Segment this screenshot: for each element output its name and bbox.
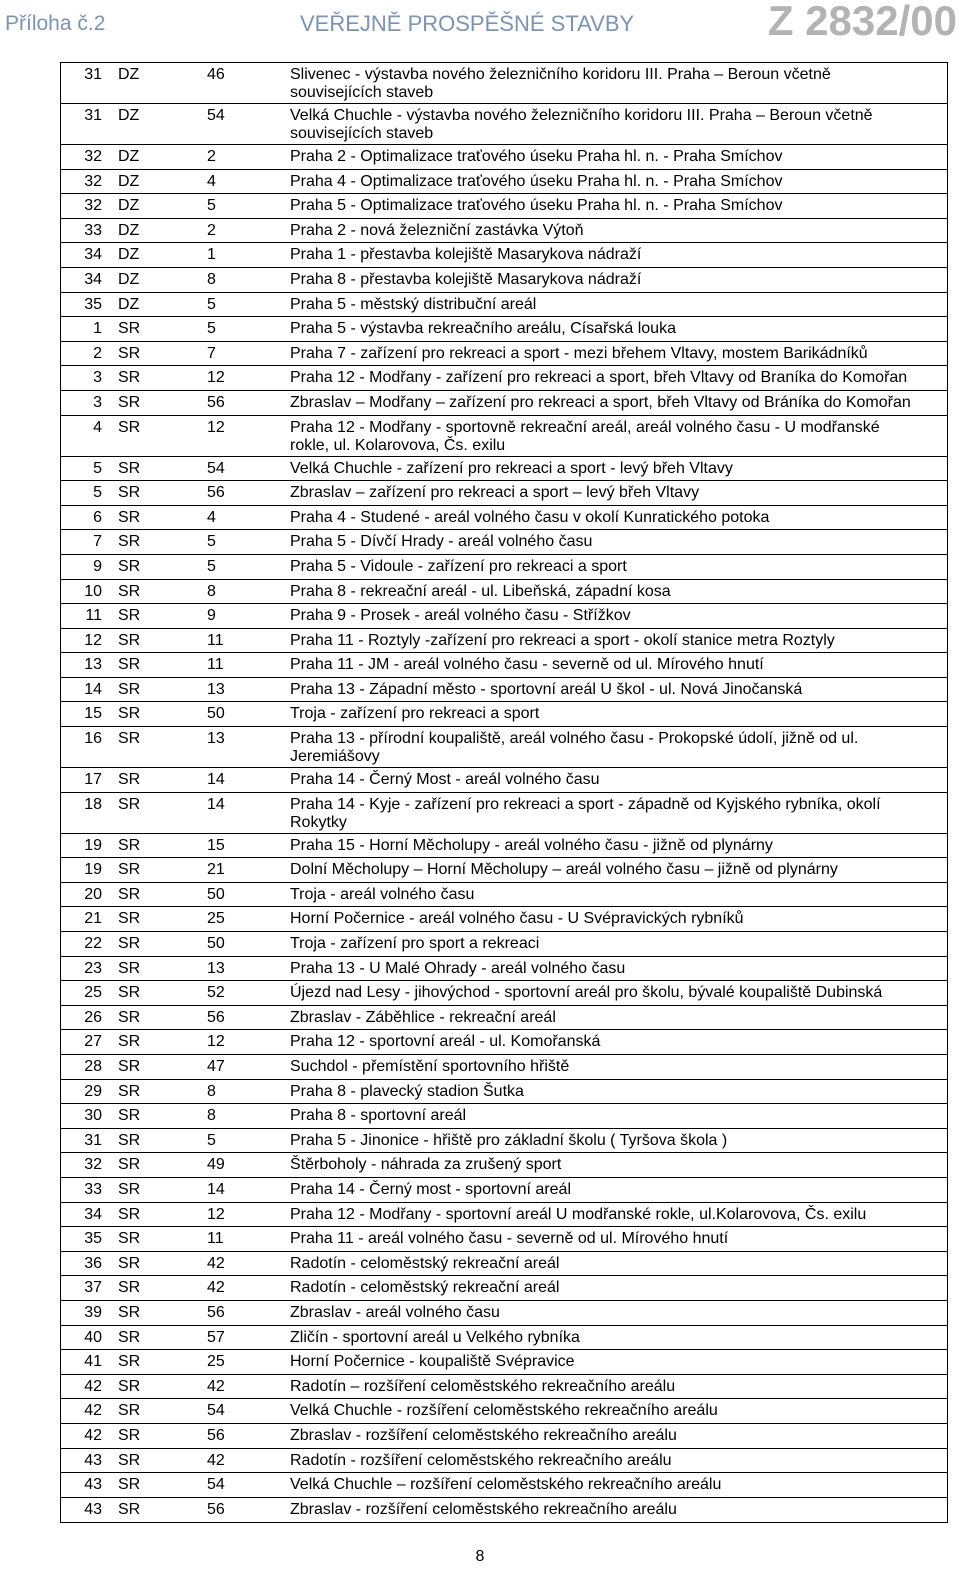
document-title: VEŘEJNĚ PROSPĚŠNÉ STAVBY: [300, 11, 635, 36]
row-type: SR: [118, 959, 141, 977]
table-row: [61, 1178, 947, 1203]
row-type: SR: [118, 320, 141, 338]
row-number: 32: [84, 172, 102, 190]
row-area: 56: [207, 1303, 225, 1321]
row-type: SR: [118, 344, 141, 362]
change-code: Z 2832/00: [767, 0, 957, 44]
row-description: Praha 12 - sportovní areál - ul. Komořanská: [290, 1033, 601, 1051]
row-description: Praha 9 - Prosek - areál volného času - Střížkov: [290, 607, 631, 625]
row-description: Praha 7 - zařízení pro rekreaci a sport - mezi břehem Vltavy, mostem Barikádníků: [290, 344, 868, 362]
table-row: [61, 416, 947, 457]
row-type: SR: [118, 730, 141, 748]
table-row: [61, 317, 947, 342]
table-row: [61, 1153, 947, 1178]
row-number: 35: [84, 1230, 102, 1248]
table-row: [61, 1375, 947, 1400]
row-type: SR: [118, 631, 141, 649]
row-number: 27: [84, 1033, 102, 1051]
table-row: [61, 194, 947, 219]
row-type: SR: [118, 1205, 141, 1223]
row-number: 18: [84, 795, 102, 813]
table-row: [61, 957, 947, 982]
row-number: 34: [84, 246, 102, 264]
table-row: [61, 1399, 947, 1424]
row-description: Újezd nad Lesy - jihovýchod - sportovní areál pro školu, bývalé koupaliště Dubinská: [290, 984, 883, 1002]
row-type: SR: [118, 680, 141, 698]
row-number: 43: [84, 1500, 102, 1518]
row-number: 42: [84, 1402, 102, 1420]
row-description: Troja - zařízení pro sport a rekreaci: [290, 935, 540, 953]
row-type: SR: [118, 705, 141, 723]
table-row: [61, 981, 947, 1006]
row-area: 54: [207, 459, 225, 477]
row-number: 5: [93, 459, 102, 477]
row-description: Praha 8 - rekreační areál - ul. Libeňská, západní kosa: [290, 582, 671, 600]
row-area: 11: [207, 1230, 224, 1248]
row-number: 33: [84, 1180, 102, 1198]
row-area: 50: [207, 935, 225, 953]
row-description: Zbraslav - Záběhlice - rekreační areál: [290, 1008, 556, 1026]
row-description: Zbraslav - rozšíření celoměstského rekreačního areálu: [290, 1426, 677, 1444]
row-number: 32: [84, 1156, 102, 1174]
row-description: Praha 2 - nová železniční zastávka Výtoň: [290, 221, 584, 239]
row-type: SR: [118, 508, 141, 526]
row-type: SR: [118, 836, 141, 854]
row-description: Troja - areál volného času: [290, 885, 475, 903]
row-area: 4: [207, 172, 216, 190]
row-type: SR: [118, 1426, 141, 1444]
row-type: SR: [118, 771, 141, 789]
row-description: Horní Počernice - koupaliště Svépravice: [290, 1353, 575, 1371]
row-type: SR: [118, 861, 141, 879]
row-type: SR: [118, 484, 141, 502]
row-area: 8: [207, 1107, 216, 1125]
appendix-label: Příloha č.2: [5, 12, 106, 35]
row-type: SR: [118, 1377, 141, 1395]
table-row: [61, 1424, 947, 1449]
row-description: Praha 12 - Modřany - zařízení pro rekreaci a sport, břeh Vltavy od Braníka do Komořan: [290, 369, 908, 387]
row-area: 13: [207, 730, 225, 748]
row-area: 12: [207, 1033, 225, 1051]
row-type: SR: [118, 1279, 141, 1297]
row-number: 37: [84, 1279, 102, 1297]
table-row: [61, 391, 947, 416]
row-area: 8: [207, 1082, 216, 1100]
row-type: SR: [118, 1082, 141, 1100]
table-row: [61, 1276, 947, 1301]
table-row: [61, 629, 947, 654]
row-description: Praha 5 - Dívčí Hrady - areál volného času: [290, 533, 593, 551]
table-row: [61, 932, 947, 957]
row-number: 14: [84, 680, 102, 698]
row-type: SR: [118, 1156, 141, 1174]
table-row: [61, 793, 947, 834]
row-area: 5: [207, 295, 216, 313]
row-area: 56: [207, 1500, 225, 1518]
table-row: [61, 883, 947, 908]
row-number: 39: [84, 1303, 102, 1321]
row-number: 36: [84, 1254, 102, 1272]
row-number: 25: [84, 984, 102, 1002]
row-description: Velká Chuchle - rozšíření celoměstského rekreačního areálu: [290, 1402, 718, 1420]
row-type: SR: [118, 1254, 141, 1272]
table-row: [61, 1129, 947, 1154]
row-description: Zbraslav - rozšíření celoměstského rekreačního areálu: [290, 1500, 677, 1518]
table-row: [61, 1006, 947, 1031]
row-type: SR: [118, 1303, 141, 1321]
row-number: 35: [84, 295, 102, 313]
table-row: [61, 580, 947, 605]
row-number: 19: [84, 836, 102, 854]
row-description: Troja - zařízení pro rekreaci a sport: [290, 705, 540, 723]
row-type: DZ: [118, 148, 140, 165]
table-row: [61, 104, 947, 145]
row-description: Praha 5 - Jinonice - hřiště pro základní školu ( Tyršova škola ): [290, 1131, 728, 1149]
row-description: Zličín - sportovní areál u Velkého rybníka: [290, 1328, 580, 1346]
row-type: DZ: [118, 66, 140, 83]
row-description: Praha 13 - přírodní koupaliště, areál volného času - Prokopské údolí, jižně od ul. Jeremiášovy: [290, 730, 859, 766]
row-type: SR: [118, 1107, 141, 1125]
row-area: 15: [207, 836, 225, 854]
row-area: 54: [207, 107, 225, 124]
row-area: 50: [207, 885, 225, 903]
table-row: [61, 342, 947, 367]
row-number: 33: [84, 221, 102, 239]
row-description: Praha 12 - Modřany - sportovně rekreační areál, areál volného času - U modřanské rokle, ul. Kolarovova, Čs. exilu: [290, 418, 880, 454]
row-type: DZ: [118, 246, 140, 264]
table-row: [61, 907, 947, 932]
row-type: SR: [118, 1230, 141, 1248]
row-type: SR: [118, 1500, 141, 1518]
row-type: SR: [118, 1451, 141, 1469]
row-type: SR: [118, 1180, 141, 1198]
row-type: DZ: [118, 221, 140, 239]
row-description: Praha 11 - JM - areál volného času - severně od ul. Mírového hnutí: [290, 656, 764, 674]
table-row: [61, 243, 947, 268]
table-row: [61, 1030, 947, 1055]
row-type: DZ: [118, 197, 140, 215]
row-area: 5: [207, 320, 216, 338]
row-description: Velká Chuchle - výstavba nového železničního koridoru III. Praha – Beroun včetně souvisejících staveb: [290, 107, 873, 142]
row-number: 11: [85, 607, 102, 625]
row-type: SR: [118, 582, 141, 600]
row-description: Praha 11 - areál volného času - severně od ul. Mírového hnutí: [290, 1230, 729, 1248]
row-type: SR: [118, 1058, 141, 1075]
row-number: 42: [84, 1426, 102, 1444]
row-number: 13: [84, 656, 102, 674]
row-number: 10: [84, 582, 102, 600]
table-row: [61, 506, 947, 531]
row-description: Praha 1 - přestavba kolejiště Masarykova nádraží: [290, 246, 642, 264]
row-number: 34: [84, 270, 102, 288]
table-row: [61, 1055, 947, 1080]
row-description: Zbraslav – Modřany – zařízení pro rekreaci a sport, břeh Vltavy od Bráníka do Komořan: [290, 393, 911, 411]
row-description: Praha 14 - Černý most - sportovní areál: [290, 1180, 572, 1198]
row-description: Praha 13 - U Malé Ohrady - areál volného času: [290, 959, 626, 977]
row-number: 20: [84, 885, 102, 903]
row-type: SR: [118, 1328, 141, 1346]
row-number: 12: [84, 631, 102, 649]
row-area: 14: [207, 1180, 225, 1198]
row-number: 43: [84, 1451, 102, 1469]
row-description: Praha 5 - městský distribuční areál: [290, 295, 537, 313]
row-type: SR: [118, 885, 141, 903]
row-number: 4: [93, 418, 102, 436]
row-number: 31: [84, 1131, 102, 1149]
row-number: 2: [93, 344, 102, 362]
row-description: Praha 12 - Modřany - sportovní areál U modřanské rokle, ul.Kolarovova, Čs. exilu: [290, 1205, 867, 1223]
row-area: 13: [207, 959, 225, 977]
row-type: SR: [118, 1131, 141, 1149]
row-description: Horní Počernice - areál volného času - U Svépravických rybníků: [290, 910, 744, 928]
row-number: 40: [84, 1328, 102, 1346]
row-type: SR: [118, 1353, 141, 1371]
row-number: 32: [84, 148, 102, 165]
table-row: [61, 530, 947, 555]
row-area: 21: [207, 861, 225, 879]
table-row: [61, 1104, 947, 1129]
table-row: [61, 481, 947, 506]
row-area: 12: [207, 418, 225, 436]
row-description: Praha 4 - Optimalizace traťového úseku Praha hl. n. - Praha Smíchov: [290, 172, 783, 190]
row-description: Praha 15 - Horní Měcholupy - areál volného času - jižně od plynárny: [290, 836, 773, 854]
row-area: 12: [207, 1205, 225, 1223]
row-type: DZ: [118, 107, 140, 124]
row-number: 31: [84, 66, 102, 83]
row-description: Radotín - celoměstský rekreační areál: [290, 1254, 560, 1272]
row-area: 12: [207, 369, 225, 387]
row-area: 57: [207, 1328, 225, 1346]
row-area: 56: [207, 393, 225, 411]
table-row: [61, 1326, 947, 1351]
row-type: SR: [118, 459, 141, 477]
row-number: 15: [84, 705, 102, 723]
row-area: 8: [207, 270, 216, 288]
row-area: 7: [207, 344, 216, 362]
row-description: Zbraslav – zařízení pro rekreaci a sport – levý břeh Vltavy: [290, 484, 700, 502]
row-type: SR: [118, 418, 141, 436]
table-row: [61, 1473, 947, 1498]
row-description: Praha 11 - Roztyly -zařízení pro rekreaci a sport - okolí stanice metra Roztyly: [290, 631, 835, 649]
row-type: SR: [118, 935, 141, 953]
row-area: 5: [207, 533, 216, 551]
table-row: [61, 555, 947, 580]
row-type: DZ: [118, 270, 140, 288]
row-number: 22: [84, 935, 102, 953]
table-row: [61, 653, 947, 678]
row-description: Radotín - celoměstský rekreační areál: [290, 1279, 560, 1297]
row-type: SR: [118, 369, 141, 387]
row-description: Praha 8 - sportovní areál: [290, 1107, 467, 1125]
table-row: [61, 63, 947, 104]
row-type: DZ: [118, 295, 140, 313]
row-area: 14: [207, 771, 225, 789]
row-area: 46: [207, 66, 225, 83]
row-number: 30: [84, 1107, 102, 1125]
row-area: 54: [207, 1476, 225, 1494]
row-number: 42: [84, 1377, 102, 1395]
row-number: 43: [84, 1476, 102, 1494]
table-row: [61, 268, 947, 293]
table-row: [61, 1301, 947, 1326]
row-description: Velká Chuchle – rozšíření celoměstského rekreačního areálu: [290, 1476, 722, 1494]
row-number: 32: [84, 197, 102, 215]
row-number: 1: [93, 320, 102, 338]
row-number: 28: [84, 1058, 102, 1075]
row-number: 34: [84, 1205, 102, 1223]
row-area: 56: [207, 1426, 225, 1444]
row-number: 6: [93, 508, 102, 526]
row-number: 3: [93, 369, 102, 387]
row-number: 17: [84, 771, 102, 789]
row-description: Radotín - rozšíření celoměstského rekreačního areálu: [290, 1451, 672, 1469]
row-number: 21: [84, 910, 102, 928]
row-area: 14: [207, 795, 225, 813]
row-number: 9: [93, 557, 102, 575]
row-area: 4: [207, 508, 216, 526]
row-area: 8: [207, 582, 216, 600]
row-description: Praha 14 - Černý Most - areál volného času: [290, 771, 600, 789]
row-type: DZ: [118, 172, 140, 190]
table-row: [61, 678, 947, 703]
table-row: [61, 170, 947, 195]
row-type: SR: [118, 910, 141, 928]
row-number: 7: [93, 533, 102, 551]
row-area: 56: [207, 484, 225, 502]
row-description: Praha 5 - výstavba rekreačního areálu, Císařská louka: [290, 320, 676, 338]
row-description: Štěrboholy - náhrada za zrušený sport: [290, 1156, 562, 1174]
row-area: 42: [207, 1279, 225, 1297]
row-area: 54: [207, 1402, 225, 1420]
row-number: 5: [93, 484, 102, 502]
table-row: [61, 366, 947, 391]
table-row: [61, 1449, 947, 1474]
row-description: Praha 14 - Kyje - zařízení pro rekreaci a sport - západně od Kyjského rybníka, okolí Rokytky: [290, 795, 881, 831]
table-row: [61, 457, 947, 482]
row-type: SR: [118, 1033, 141, 1051]
row-area: 11: [207, 631, 224, 649]
row-type: SR: [118, 984, 141, 1002]
row-type: SR: [118, 1008, 141, 1026]
row-area: 42: [207, 1377, 225, 1395]
row-description: Praha 5 - Vidoule - zařízení pro rekreaci a sport: [290, 557, 627, 575]
row-number: 26: [84, 1008, 102, 1026]
table-row: [61, 1498, 947, 1523]
row-area: 47: [207, 1058, 225, 1075]
row-area: 49: [207, 1156, 225, 1174]
row-area: 2: [207, 148, 216, 165]
row-description: Praha 13 - Západní město - sportovní areál U škol - ul. Nová Jinočanská: [290, 680, 803, 698]
row-description: Praha 8 - plavecký stadion Šutka: [290, 1082, 524, 1100]
row-area: 13: [207, 680, 225, 698]
row-number: 23: [84, 959, 102, 977]
row-area: 1: [207, 246, 216, 264]
row-number: 19: [84, 861, 102, 879]
table-row: [61, 604, 947, 629]
row-number: 16: [84, 730, 102, 748]
row-area: 42: [207, 1451, 225, 1469]
row-type: SR: [118, 393, 141, 411]
page-number: 8: [475, 1548, 485, 1565]
row-description: Praha 4 - Studené - areál volného času v okolí Kunratického potoka: [290, 508, 770, 526]
table-row: [61, 1203, 947, 1228]
table-row: [61, 1227, 947, 1252]
row-type: SR: [118, 1402, 141, 1420]
table-row: [61, 702, 947, 727]
table-row: [61, 145, 947, 170]
row-type: SR: [118, 656, 141, 674]
table-row: [61, 1350, 947, 1375]
row-number: 31: [84, 107, 102, 124]
row-type: SR: [118, 795, 141, 813]
row-type: SR: [118, 557, 141, 575]
row-area: 5: [207, 1131, 216, 1149]
row-area: 56: [207, 1008, 225, 1026]
row-description: Praha 8 - přestavba kolejiště Masarykova nádraží: [290, 270, 642, 288]
row-description: Slivenec - výstavba nového železničního koridoru III. Praha – Beroun včetně souvisejících staveb: [290, 66, 831, 101]
row-type: SR: [118, 533, 141, 551]
row-description: Praha 5 - Optimalizace traťového úseku Praha hl. n. - Praha Smíchov: [290, 197, 783, 215]
row-description: Praha 2 - Optimalizace traťového úseku Praha hl. n. - Praha Smíchov: [290, 148, 783, 165]
row-area: 25: [207, 910, 225, 928]
row-area: 11: [207, 656, 224, 674]
row-area: 52: [207, 984, 225, 1002]
table-row: [61, 858, 947, 883]
row-description: Suchdol - přemístění sportovního hřiště: [290, 1058, 570, 1075]
row-description: Dolní Měcholupy – Horní Měcholupy – areál volného času – jižně od plynárny: [290, 861, 838, 879]
public-works-table: [60, 62, 948, 1523]
row-area: 2: [207, 221, 216, 239]
row-area: 50: [207, 705, 225, 723]
row-type: SR: [118, 607, 141, 625]
table-row: [61, 768, 947, 793]
row-description: Radotín – rozšíření celoměstského rekreačního areálu: [290, 1377, 676, 1395]
table-row: [61, 1252, 947, 1277]
row-description: Zbraslav - areál volného času: [290, 1303, 500, 1321]
table-row: [61, 727, 947, 768]
row-type: SR: [118, 1476, 141, 1494]
table-row: [61, 834, 947, 859]
row-number: 3: [93, 393, 102, 411]
table-row: [61, 219, 947, 244]
row-area: 42: [207, 1254, 225, 1272]
table-row: [61, 293, 947, 318]
row-area: 25: [207, 1353, 225, 1371]
table-row: [61, 1080, 947, 1105]
row-area: 9: [207, 607, 216, 625]
row-area: 5: [207, 557, 216, 575]
row-number: 29: [84, 1082, 102, 1100]
row-number: 41: [84, 1353, 102, 1371]
row-area: 5: [207, 197, 216, 215]
row-description: Velká Chuchle - zařízení pro rekreaci a sport - levý břeh Vltavy: [290, 459, 733, 477]
